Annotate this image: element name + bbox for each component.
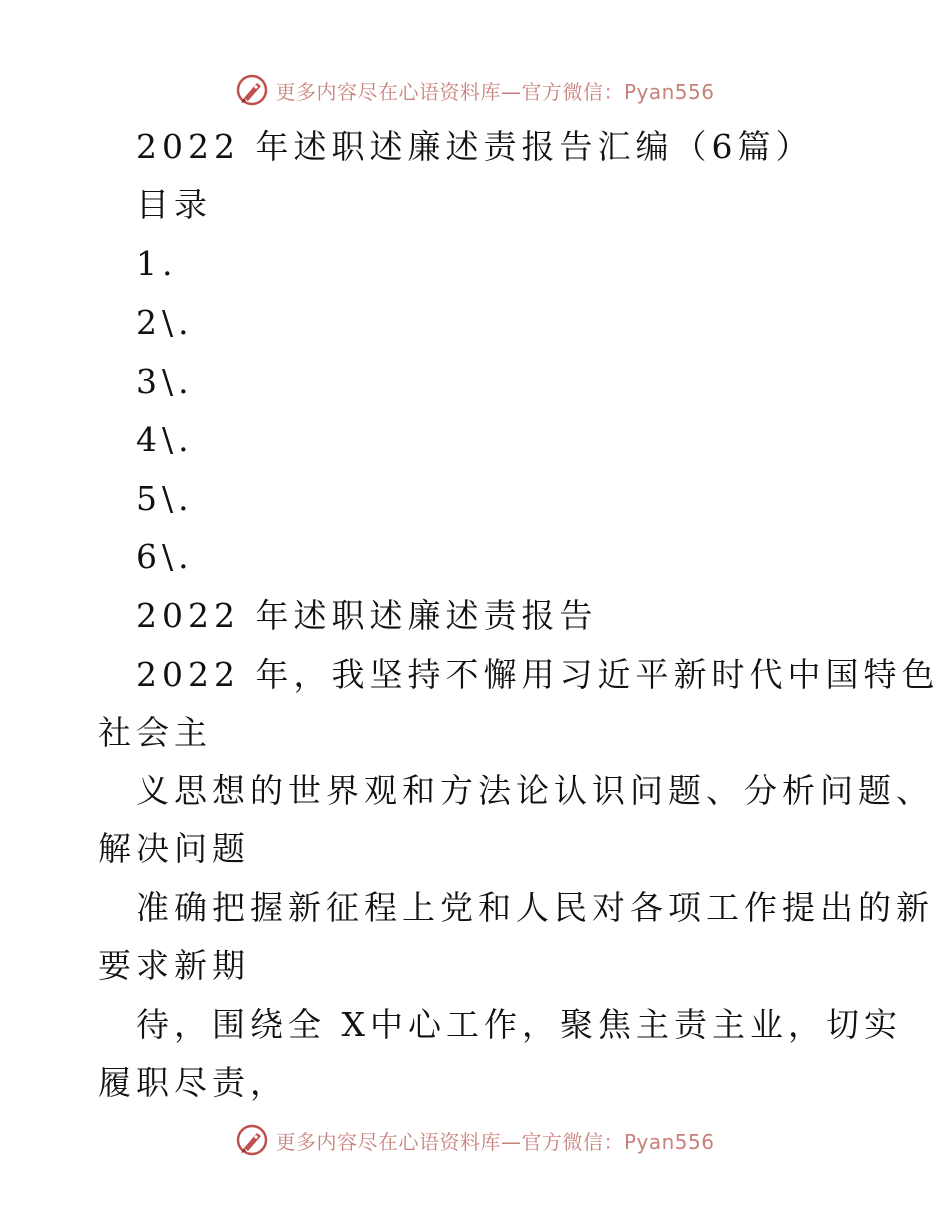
toc-item: 4\. xyxy=(136,420,194,459)
body-line: 解决问题 xyxy=(98,829,250,868)
body-line: 要求新期 xyxy=(98,946,250,985)
body-line: 待，围绕全 X中心工作，聚焦主责主业，切实 xyxy=(136,1005,902,1044)
section-title: 2022 年述职述廉述责报告 xyxy=(136,596,598,635)
body-line: 准确把握新征程上党和人民对各项工作提出的新 xyxy=(136,888,934,927)
toc-item: 1. xyxy=(136,244,178,283)
toc-item: 3\. xyxy=(136,362,194,401)
body-line: 义思想的世界观和方法论认识问题、分析问题、 xyxy=(136,771,934,810)
document-title: 2022 年述职述廉述责报告汇编（6篇） xyxy=(136,127,814,166)
body-line: 履职尽责， xyxy=(98,1063,288,1102)
toc-item: 2\. xyxy=(136,303,194,342)
watermark-text: 更多内容尽在心语资料库—官方微信：Pyan556 xyxy=(275,1129,715,1154)
toc-item: 5\. xyxy=(136,479,194,518)
toc-heading: 目录 xyxy=(136,185,212,224)
watermark-text: 更多内容尽在心语资料库—官方微信：Pyan556 xyxy=(275,79,715,104)
toc-item: 6\. xyxy=(136,537,194,576)
body-line: 社会主 xyxy=(98,713,212,752)
pen-nib-logo-icon xyxy=(235,1123,269,1157)
footer-watermark xyxy=(0,1120,950,1160)
body-line: 2022 年，我坚持不懈用习近平新时代中国特色 xyxy=(136,655,940,694)
